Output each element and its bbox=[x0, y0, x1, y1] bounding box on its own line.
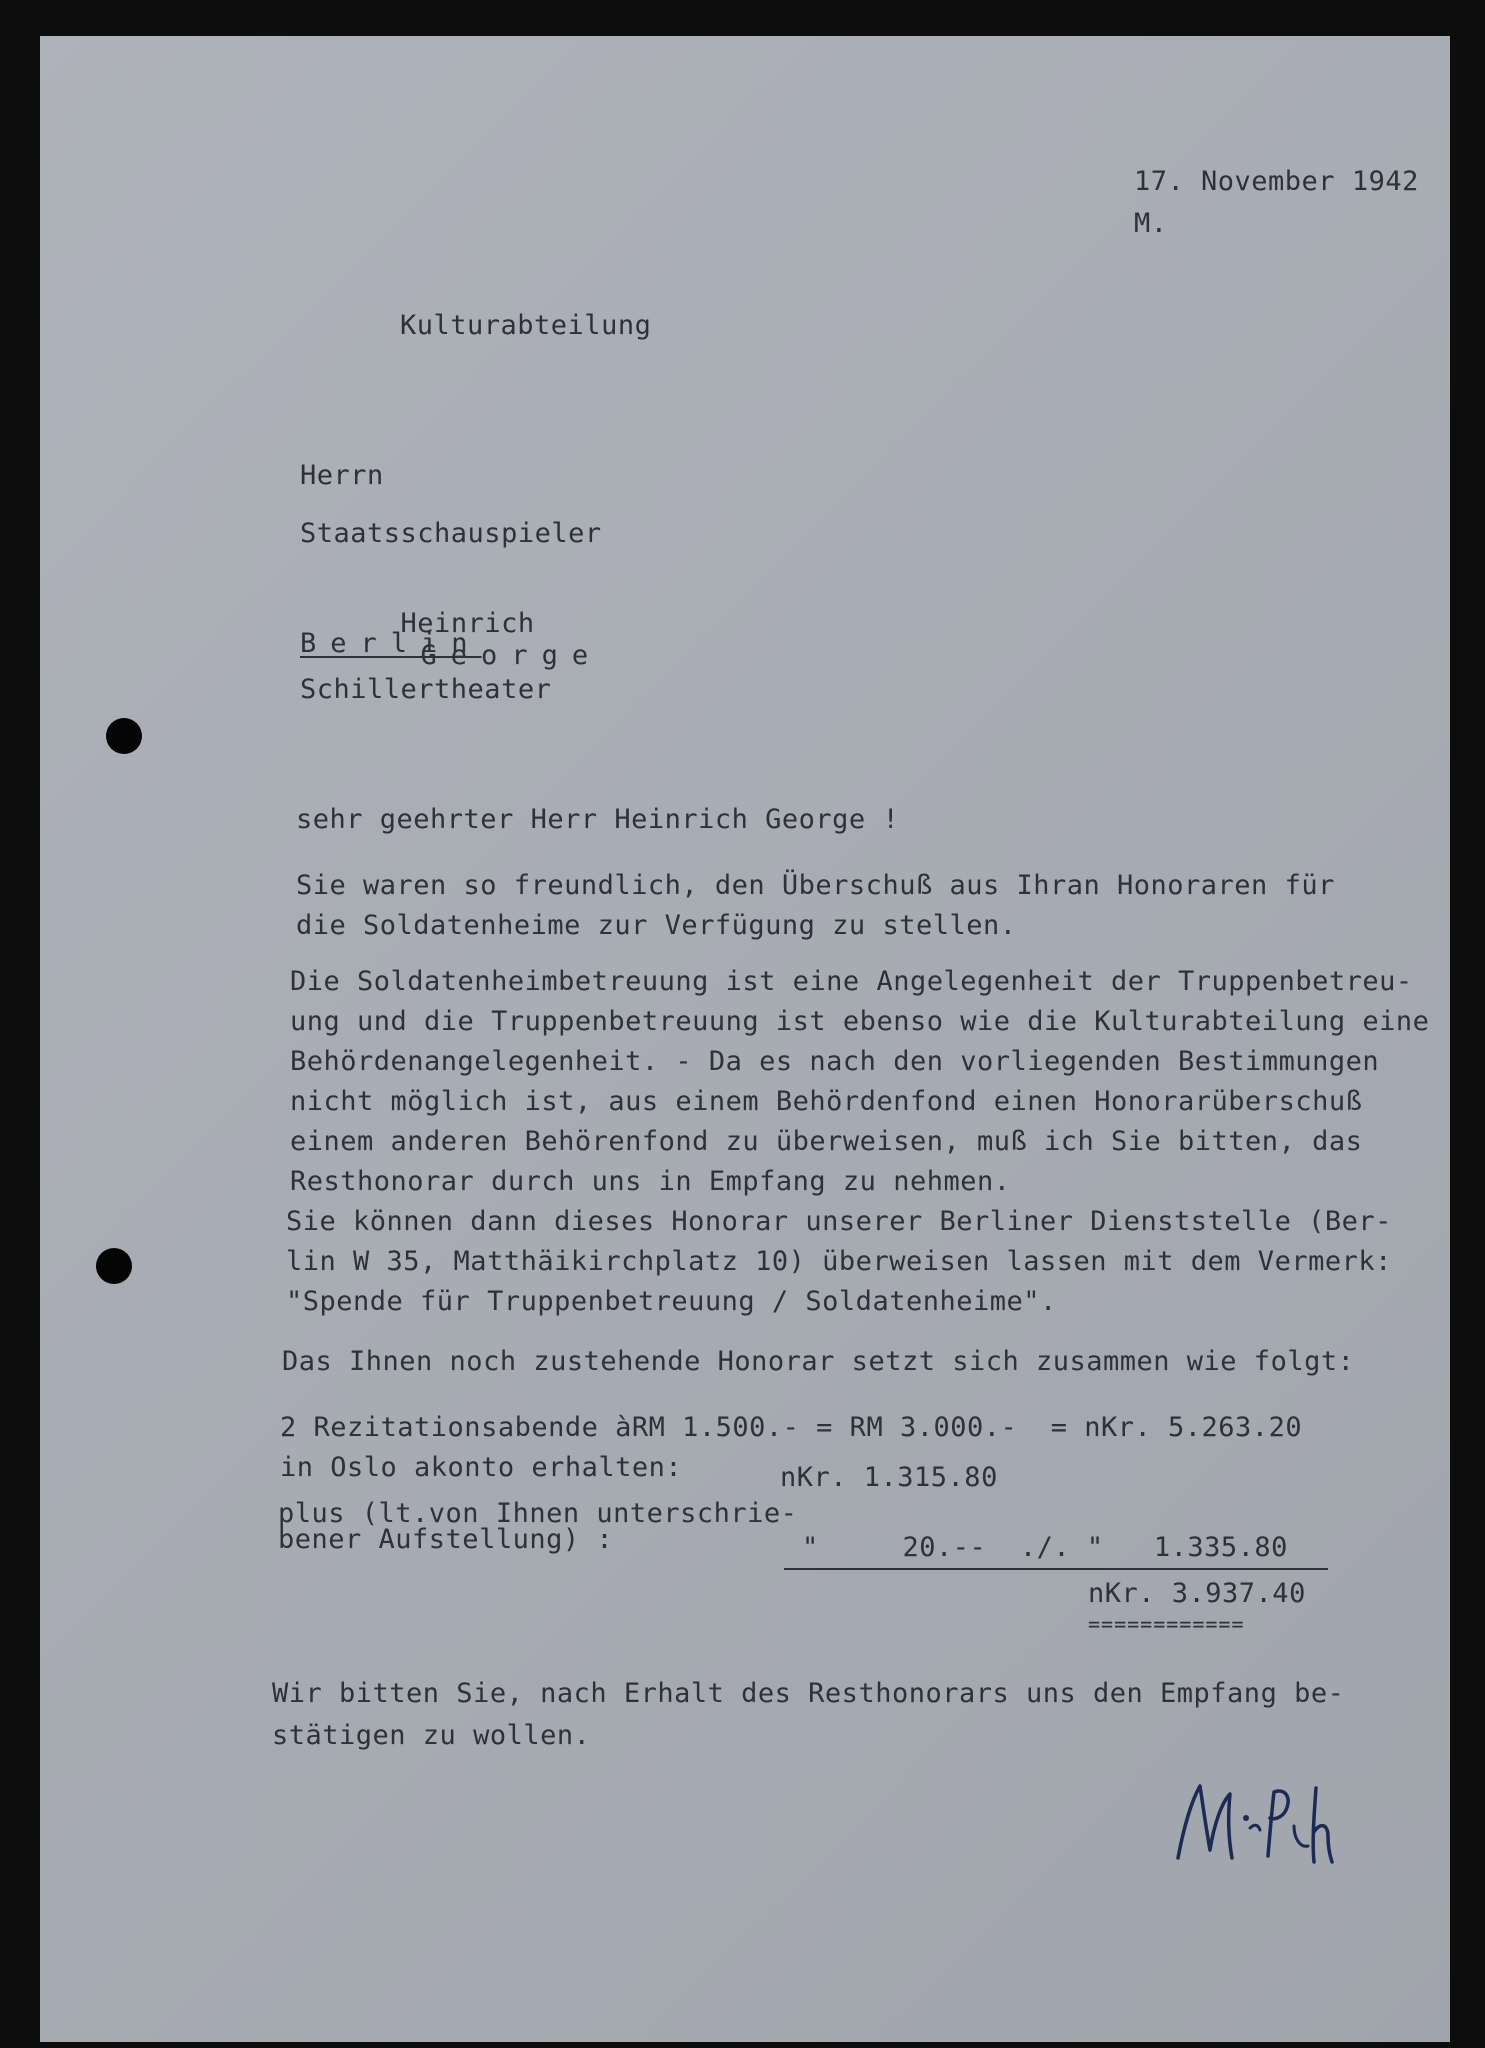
text-line: "Spende für Truppenbetreuung / Soldatenheime". bbox=[286, 1286, 1057, 1317]
text-line: Behördenangelegenheit. - Da es nach den vorliegenden Bestimmungen bbox=[290, 1046, 1380, 1077]
calculation-intro: Das Ihnen noch zustehende Honorar setzt sich zusammen wie folgt: bbox=[282, 1346, 1355, 1377]
recipient-title: Staatsschauspieler bbox=[300, 518, 602, 549]
calc-net-total: nKr. 3.937.40 bbox=[1088, 1578, 1306, 1609]
text-line: Die Soldatenheimbetreuung ist eine Angelegenheit der Truppenbetreu- bbox=[290, 966, 1413, 997]
text-line: die Soldatenheime zur Verfügung zu stellen. bbox=[296, 910, 1017, 941]
text-line: Resthonorar durch uns in Empfang zu nehmen. bbox=[290, 1166, 1011, 1197]
text-line: stätigen zu wollen. bbox=[272, 1720, 591, 1751]
handwritten-signature bbox=[1170, 1766, 1340, 1876]
calc-row-received-value: nKr. 1.315.80 bbox=[780, 1462, 998, 1493]
text-line: Wir bitten Sie, nach Erhalt des Resthonorars uns den Empfang be- bbox=[272, 1678, 1345, 1709]
text-line: Sie können dann dieses Honorar unserer Berliner Dienststelle (Ber- bbox=[286, 1206, 1392, 1237]
punch-hole bbox=[96, 1248, 132, 1284]
sum-rule bbox=[784, 1568, 1328, 1570]
text-line: ung und die Truppenbetreuung ist ebenso wie die Kulturabteilung eine bbox=[290, 1006, 1430, 1037]
recipient-venue: Schillertheater bbox=[300, 674, 552, 705]
calc-row-plus-label: plus (lt.von Ihnen unterschrie- bbox=[278, 1498, 798, 1529]
calc-row-plus-value: " 20.-- ./. " 1.335.80 bbox=[802, 1532, 1288, 1563]
text-line: nicht möglich ist, aus einem Behördenfond einen Honorarüberschuß bbox=[290, 1086, 1363, 1117]
text-line: lin W 35, Matthäikirchplatz 10) überweisen lassen mit dem Vermerk: bbox=[286, 1246, 1392, 1277]
calc-row-total-gross: 2 Rezitationsabende àRM 1.500.- = RM 3.000.- = nKr. 5.263.20 bbox=[280, 1412, 1303, 1443]
recipient-city: Berlin bbox=[300, 628, 482, 659]
greeting: sehr geehrter Herr Heinrich George ! bbox=[296, 804, 900, 835]
calc-row-plus-label-cont: bener Aufstellung) : bbox=[278, 1524, 614, 1555]
department-heading: Kulturabteilung bbox=[400, 310, 652, 341]
recipient-salutation: Herrn bbox=[300, 460, 384, 491]
text-line: einem anderen Behörenfond zu überweisen, muß ich Sie bitten, das bbox=[290, 1126, 1363, 1157]
recipient-last-name: George bbox=[420, 640, 603, 671]
double-underline: ============ bbox=[1088, 1612, 1245, 1636]
text-line: Sie waren so freundlich, den Überschuß aus Ihran Honoraren für bbox=[296, 870, 1335, 901]
letter-page bbox=[40, 36, 1450, 2042]
calc-row-received-label: in Oslo akonto erhalten: bbox=[280, 1452, 683, 1483]
recipient-first-name: Heinrich bbox=[400, 608, 535, 639]
author-initial: M. bbox=[1134, 208, 1168, 239]
punch-hole bbox=[106, 718, 142, 754]
letter-date: 17. November 1942 bbox=[1134, 166, 1419, 197]
